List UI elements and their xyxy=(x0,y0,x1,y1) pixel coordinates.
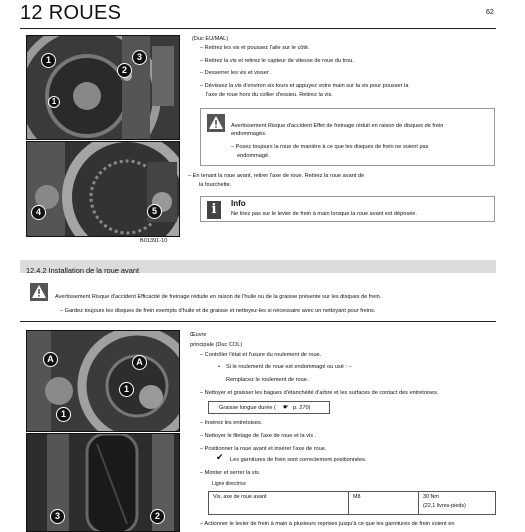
step-text: – Nettoyer le filetage de l'axe de roue et la vis . xyxy=(200,433,317,439)
step-text: – Retirez la vis et retirez le capteur de vitesse de roue du trou. xyxy=(200,58,354,64)
marker-3: 3 xyxy=(132,50,147,65)
photo-wheel-install-upper xyxy=(26,330,180,432)
marker-1: 1 xyxy=(41,53,56,68)
subsection-heading: principale (Duc COL) xyxy=(190,342,243,348)
info-icon: i xyxy=(207,201,221,219)
grease-reference: Graisse longue durée ( xyxy=(219,405,276,411)
page-number: 62 xyxy=(486,9,494,16)
marker-1: 1 xyxy=(56,407,71,422)
warning-text: endommagé. xyxy=(237,153,270,159)
figure-code: B01391-10 xyxy=(140,238,168,244)
section-heading-bar xyxy=(20,260,496,273)
page-ref-icon: ☛ xyxy=(283,404,289,411)
marker-3: 3 xyxy=(50,509,65,524)
torque-spec-table xyxy=(208,491,496,515)
section-rule xyxy=(20,321,496,322)
warning-icon xyxy=(207,114,225,132)
step-text: – Dévissez la vis d'environ six tours et appuyez votre main sur la vis pour pousser la xyxy=(200,83,409,89)
marker-5: 5 xyxy=(147,204,162,219)
section-warning-text: – Gardez toujours les disques de frein exempts d'huile et de graisse et nettoyez-les si nécessaire avec un nettoyant pour freins. xyxy=(60,308,376,314)
page-title: 12 ROUES xyxy=(20,2,122,24)
subsection-heading: Œuvre xyxy=(190,332,207,338)
grease-reference-box xyxy=(208,401,330,414)
table-row xyxy=(209,492,496,515)
step-text: l'axe de roue hors du collier d'essieu. Retirez la vis. xyxy=(206,92,333,98)
info-title: Info xyxy=(231,199,246,208)
step-text: – Positionner la roue avant et insérer l'axe de roue. xyxy=(200,446,327,452)
marker-1: 1 xyxy=(119,382,134,397)
step-text: – En tenant la roue avant, retirer l'axe de roue. Retirez la roue avant de xyxy=(188,173,365,179)
step-text: – Insérez les entretoises. xyxy=(200,420,263,426)
spec-torque xyxy=(419,492,496,515)
step-text: – Retirez les vis et poussez l'aile sur le côté. xyxy=(200,45,310,51)
marker-a: A xyxy=(132,355,147,370)
warning-text: endommagés. xyxy=(231,131,267,137)
section-heading: 12.4.2 Installation de la roue avant xyxy=(26,266,139,275)
spec-torque-imperial: (22,1 livres-pieds) xyxy=(423,503,466,509)
step-text: – Desserrer les vis et visser . xyxy=(200,70,272,76)
marker-4: 4 xyxy=(31,205,46,220)
photo-front-wheel-upper xyxy=(26,35,180,140)
check-icon: ✔ xyxy=(216,452,224,462)
page-reference: p. 270) xyxy=(293,405,311,411)
section-warning-text: Avertissement Risque d'accident Efficacité de freinage réduite en raison de l'huile ou de la graisse présente sur les disques de frein. xyxy=(55,294,382,300)
bullet-icon: • xyxy=(218,364,220,370)
step-text: – Monter et serrer la vis. xyxy=(200,470,261,476)
photo-front-wheel-lower xyxy=(26,141,180,237)
step-text: – Contrôler l'état et l'usure du roulement de roue. xyxy=(200,352,322,358)
warning-text: – Posez toujours la roue de manière à ce que les disques de frein ne soient pas xyxy=(231,144,429,150)
warning-icon xyxy=(30,283,48,301)
step-text: la fourchette. xyxy=(199,182,232,188)
step-text: – Nettoyer et graisser les bagues d'étanchéité d'arbre et les surfaces de contact des entretoises. xyxy=(200,390,439,396)
spec-item: Vis, axe de roue avant xyxy=(209,492,349,515)
warning-box xyxy=(200,108,495,166)
spec-torque-metric: 30 Nm xyxy=(423,494,439,500)
marker-1-small: 1 xyxy=(48,96,60,108)
warning-text: Avertissement Risque d'accident Effet de freinage réduit en raison de disques de frein xyxy=(231,123,444,129)
spec-title: Ligne directrice xyxy=(212,481,246,487)
marker-2: 2 xyxy=(150,509,165,524)
step-text: Si le roulement de roue est endommagé ou usé : – xyxy=(226,364,352,370)
step-text: Remplacez le roulement de roue. xyxy=(226,377,309,383)
spec-size: M8 xyxy=(349,492,419,515)
info-text: Ne tirez pas sur le levier de frein à main lorsque la roue avant est déposée. xyxy=(231,211,417,217)
header-rule xyxy=(20,28,496,29)
step-text: – Actionner le levier de frein à main à plusieurs reprises jusqu'à ce que les garnitures de frein soient en xyxy=(200,521,455,527)
info-box xyxy=(200,196,495,222)
marker-a: A xyxy=(43,352,58,367)
marker-2: 2 xyxy=(117,63,132,78)
step-text: Les garnitures de frein sont correctement positionnées. xyxy=(230,457,367,463)
model-note: (Duc EU/MAL) xyxy=(192,36,229,42)
